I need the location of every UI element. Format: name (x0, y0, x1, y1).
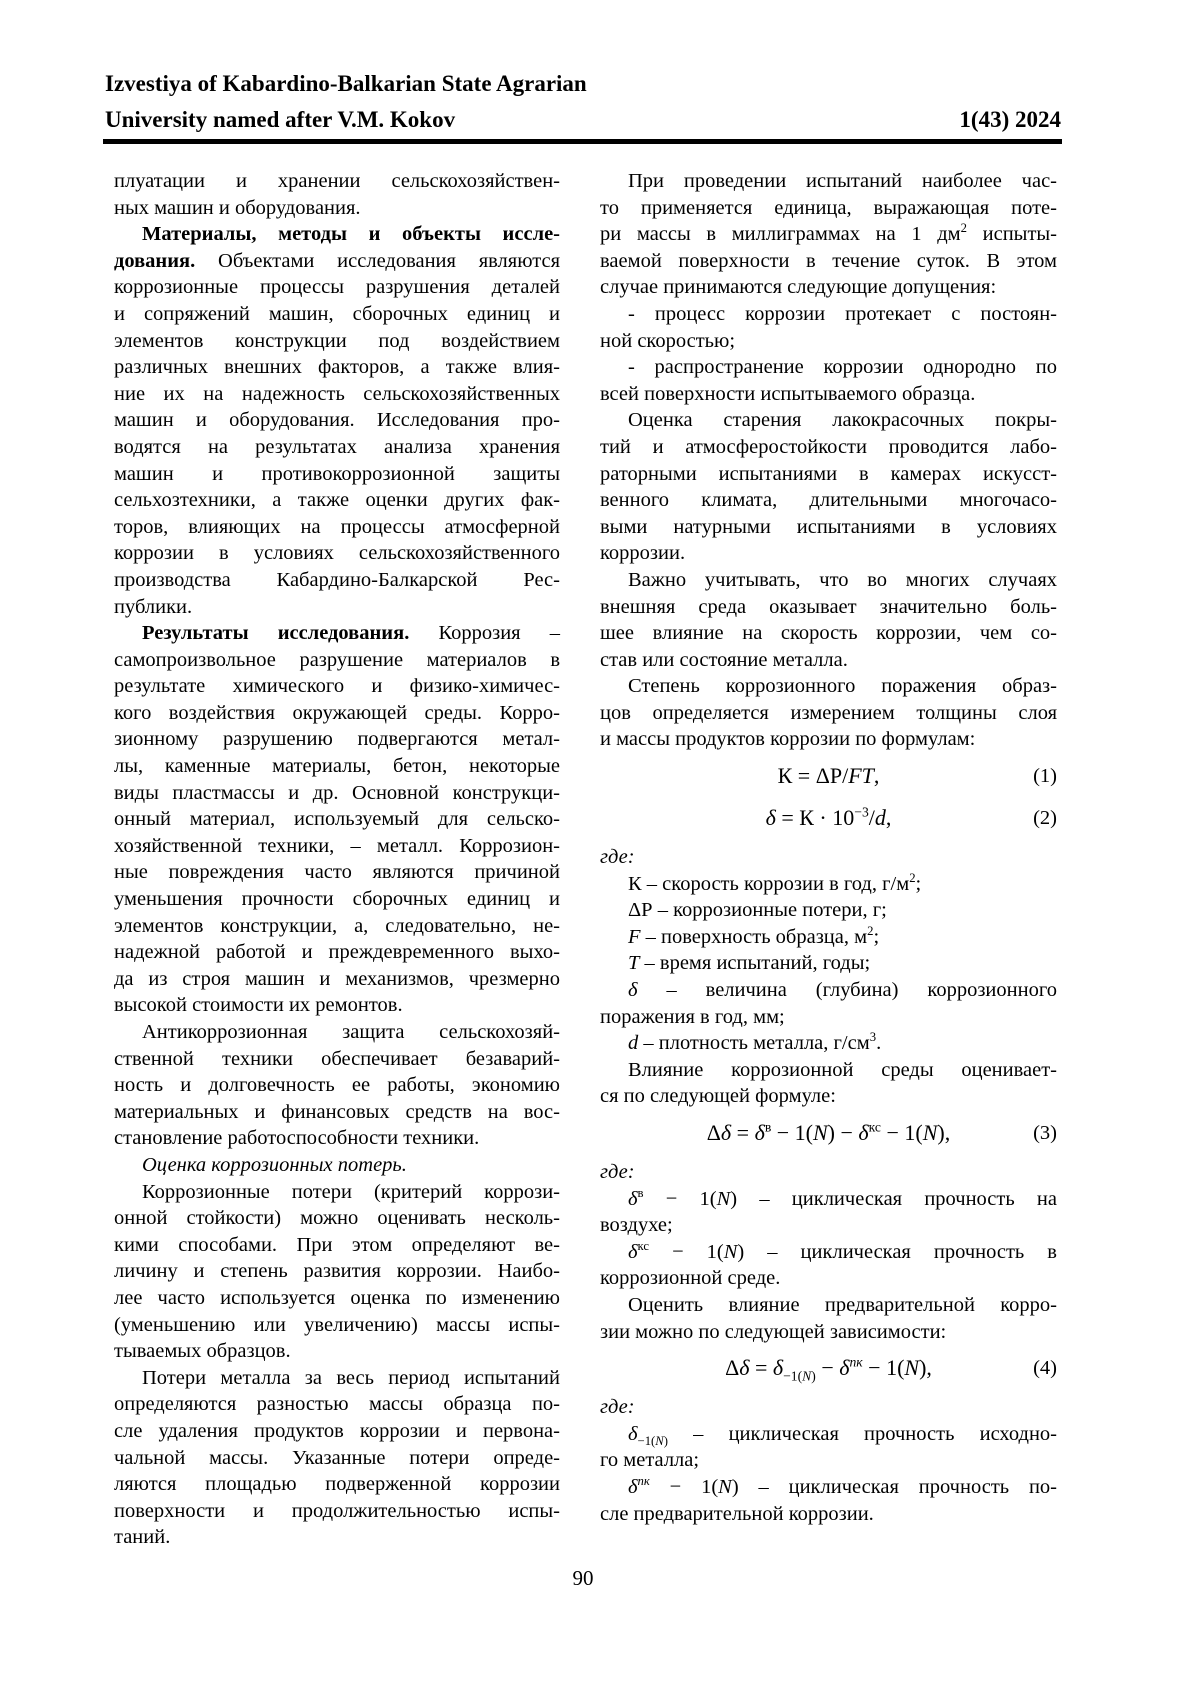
paragraph-degree-of-damage: Степень коррозионного поражения образ- (628, 675, 1057, 698)
paragraph-environment-influence: шее влияние на скорость коррозии, чем со- (600, 622, 1057, 645)
where-label-2: где: (600, 1161, 635, 1183)
definitions-formula-4: $\delta_{-1(N)}$ – циклическая прочность исходно- (628, 1422, 1057, 1448)
where-label-1: где: (600, 846, 635, 869)
paragraph-aging-assessment: раторными испытаниями в камерах искусст- (600, 462, 1057, 485)
header-rule (103, 139, 1062, 144)
paragraph-tests-unit: случае принимаются следующие допущения: (600, 276, 997, 299)
paragraph-metal-losses: поверхности и продолжительностью испы- (114, 1499, 560, 1522)
paragraph-materials-methods: публики. (114, 595, 193, 618)
formula-1-number: (1) (1033, 765, 1057, 788)
paragraph-aging-assessment: тий и атмосферостойкости проводится лабо- (600, 435, 1057, 458)
paragraph-environment-influence: внешняя среда оказывает значительно боль- (600, 595, 1057, 618)
paragraph-tests-unit: то применяется единица, выражающая поте- (600, 196, 1057, 219)
paragraph-corrosion-losses: кими способами. При этом определяют ве- (114, 1233, 560, 1256)
definitions-formula-3: воздухе; (600, 1214, 673, 1237)
paragraph-environment-influence: Важно учитывать, что во многих случаях (628, 568, 1057, 591)
definitions-formula-3: $\delta^в - 1(N)$ – циклическая прочность на (628, 1185, 1057, 1210)
paragraph-metal-losses: ляются площадью подверженной коррозии (114, 1473, 560, 1496)
definitions-formula-1-2: F – поверхность образца, $м^2$; (628, 924, 880, 948)
page-number: 90 (572, 1566, 594, 1590)
paragraph-materials-methods: сельхозтехники, а также оценки других фак- (114, 489, 560, 512)
definitions-formula-3: $\delta^{кс} - 1(N)$ – циклическая прочность в (628, 1238, 1057, 1263)
paragraph-materials-methods: Материалы, методы и объекты иссле- (142, 223, 560, 246)
paragraph-metal-losses: определяются разностью массы образца по- (114, 1393, 560, 1416)
paragraph-medium-influence: Влияние коррозионной среды оценивает- (628, 1058, 1057, 1081)
formula-4-number: (4) (1033, 1357, 1057, 1380)
paragraph-anticorrosion: ственной техники обеспечивает безаварий- (114, 1047, 560, 1070)
definitions-formula-1-2: поражения в год, мм; (600, 1005, 785, 1028)
paragraph-materials-methods: коррозии в условиях сельскохозяйственного (114, 542, 560, 565)
paragraph-materials-methods: машин и оборудования. Исследования про- (114, 409, 560, 432)
paragraph-medium-influence: ся по следующей формуле: (600, 1085, 836, 1108)
paragraph-metal-losses: таний. (114, 1526, 171, 1549)
paragraph-corrosion-losses: личину и степень развития коррозии. Наибо- (114, 1260, 560, 1283)
paragraph-results: хозяйственной техники, – металл. Коррозион- (114, 834, 560, 857)
definitions-formula-1-2: δ – величина (глубина) коррозионного (628, 979, 1057, 1002)
page-footer (105, 1566, 1061, 1591)
paragraph-results: да из строя машин и механизмов, чрезмерно (114, 967, 560, 990)
paragraph-preliminary-corrosion: зии можно по следующей зависимости: (600, 1320, 947, 1343)
paragraph-results: лы, каменные материалы, бетон, некоторые (114, 755, 560, 778)
subheading-corrosion-losses: Оценка коррозионных потерь. (142, 1153, 407, 1176)
formula-2-number: (2) (1033, 807, 1057, 830)
where-label-3: где: (600, 1396, 635, 1419)
bullet-uniform-spread: - распространение коррозии однородно по (628, 356, 1057, 379)
paragraph-anticorrosion: материальных и финансовых средств на вос- (114, 1100, 560, 1123)
definitions-formula-1-2: d – плотность металла, $г/см^3$. (628, 1030, 882, 1055)
paragraph-aging-assessment: венного климата, длительными многочасо- (600, 489, 1057, 512)
paragraph-results: зионному разрушению подвергаются метал- (114, 728, 560, 751)
bullet-constant-speed: - процесс коррозии протекает с постоян- (628, 302, 1057, 325)
paragraph-anticorrosion: становление работоспособности техники. (114, 1127, 480, 1150)
paragraph-aging-assessment: Оценка старения лакокрасочных покры- (628, 409, 1057, 432)
paragraph-corrosion-losses: (уменьшению или увеличению) массы испы- (114, 1313, 560, 1336)
paragraph-results: ные повреждения часто являются причиной (114, 861, 560, 884)
paragraph-materials-methods: и сопряжений машин, сборочных единиц и (114, 302, 560, 325)
paragraph-results: результате химического и физико-химичес- (114, 675, 560, 698)
paragraph-results: Результаты исследования. Коррозия – (142, 622, 560, 645)
paragraph-materials-methods: коррозионные процессы разрушения деталей (114, 276, 560, 299)
paragraph-results: уменьшения прочности сборочных единиц и (114, 888, 560, 911)
paragraph-tests-unit: ри массы в миллиграммах на 1 $дм^2$ испыты- (600, 221, 1058, 246)
paragraph-results: кого воздействия окружающей среды. Корро- (114, 701, 560, 724)
issue-number: 1(43) 2024 (959, 107, 1061, 132)
journal-title-line1: Izvestiya of Kabardino-Balkarian State Agrarian (105, 71, 587, 96)
paragraph-materials-methods: различных внешних факторов, а также влия- (114, 356, 560, 379)
definitions-formula-1-2: ΔР – коррозионные потери, г; (628, 899, 887, 922)
paragraph-metal-losses: сле удаления продуктов коррозии и первона- (114, 1419, 560, 1442)
formula-3 (600, 1117, 1057, 1149)
paragraph-continuation: плуатации и хранении сельскохозяйствен- (114, 170, 560, 192)
paragraph-materials-methods: элементов конструкции под воздействием (114, 329, 560, 352)
paragraph-metal-losses: чальной массы. Указанные потери опреде- (114, 1446, 560, 1469)
paragraph-anticorrosion: Антикоррозионная защита сельскохозяй- (142, 1021, 560, 1043)
paragraph-environment-influence: став или состояние металла. (600, 648, 848, 671)
paragraph-materials-methods: ние их на надежность сельскохозяйственных (114, 382, 560, 405)
paragraph-results: виды пластмассы и др. Основной конструкци- (114, 781, 560, 804)
paragraph-corrosion-losses: тываемых образцов. (114, 1340, 291, 1363)
bullet-uniform-spread: всей поверхности испытываемого образца. (600, 382, 976, 405)
paragraph-metal-losses: Потери металла за весь период испытаний (142, 1366, 560, 1389)
formula-2 (600, 802, 1057, 834)
journal-title-line2: University named after V.M. Kokov (105, 107, 456, 132)
paragraph-continuation: ных машин и оборудования. (114, 196, 361, 219)
paragraph-aging-assessment: выми натурными испытаниями в условиях (600, 515, 1057, 538)
paragraph-corrosion-losses: Коррозионные потери (критерий коррози- (142, 1180, 560, 1203)
right-column (600, 168, 1057, 1527)
page-header (105, 66, 1061, 138)
definitions-formula-3: коррозионной среде. (600, 1267, 781, 1290)
paragraph-results: онный материал, используемый для сельско- (114, 808, 560, 831)
paragraph-degree-of-damage: и массы продуктов коррозии по формулам: (600, 728, 976, 751)
paragraph-materials-methods: машин и противокоррозионной защиты (114, 462, 560, 485)
paragraph-corrosion-losses: онной стойкости) можно оценивать несколь- (114, 1207, 560, 1230)
definitions-formula-4: го металла; (600, 1449, 700, 1472)
formula-4-body: $\Delta\delta = \delta_{-1(N)} - \delta^{пк} - 1(N)$, (725, 1354, 932, 1384)
paragraph-aging-assessment: коррозии. (600, 542, 686, 565)
definitions-formula-1-2: К – скорость коррозии в год, $г/м^2$; (628, 870, 922, 895)
paragraph-materials-methods: производства Кабардино-Балкарской Рес- (114, 568, 560, 591)
paragraph-degree-of-damage: цов определяется измерением толщины слоя (600, 701, 1057, 724)
formula-1-body: К = ΔР/FT, (777, 763, 880, 789)
paragraph-results: элементов конструкции, а, следовательно, не- (114, 914, 560, 937)
paragraph-materials-methods: водятся на результатах анализа хранения (114, 435, 560, 458)
paragraph-tests-unit: При проведении испытаний наиболее час- (628, 170, 1057, 192)
paragraph-corrosion-losses: лее часто используется оценка по изменению (114, 1286, 560, 1309)
paragraph-anticorrosion: ность и долговечность ее работы, экономию (114, 1074, 560, 1097)
formula-3-number: (3) (1033, 1122, 1057, 1144)
paragraph-materials-methods: торов, влияющих на процессы атмосферной (114, 515, 560, 538)
definitions-formula-1-2: T – время испытаний, годы; (628, 952, 871, 975)
paragraph-tests-unit: ваемой поверхности в течение суток. В этом (600, 249, 1057, 272)
definitions-formula-4: $\delta^{пк} - 1(N)$ – циклическая прочность по- (628, 1474, 1058, 1498)
paragraph-preliminary-corrosion: Оценить влияние предварительной корро- (628, 1293, 1057, 1316)
paragraph-results: надежной работой и преждевременного выхо- (114, 941, 560, 964)
formula-2-body: $\delta = К \cdot 10^{-3}/d$, (765, 804, 892, 831)
paragraph-materials-methods: дования. Объектами исследования являются (114, 249, 560, 272)
bullet-constant-speed: ной скоростью; (600, 329, 736, 352)
formula-1 (600, 760, 1057, 792)
definitions-formula-4: сле предварительной коррозии. (600, 1502, 874, 1525)
formula-4 (600, 1352, 1057, 1384)
left-column (114, 168, 560, 1551)
formula-3-body: $\Delta\delta = \delta^в - 1(N) - \delta^{кс} - 1(N)$, (706, 1119, 951, 1145)
paragraph-results: самопроизвольное разрушение материалов в (114, 648, 560, 671)
paragraph-results: высокой стоимости их ремонтов. (114, 994, 403, 1017)
